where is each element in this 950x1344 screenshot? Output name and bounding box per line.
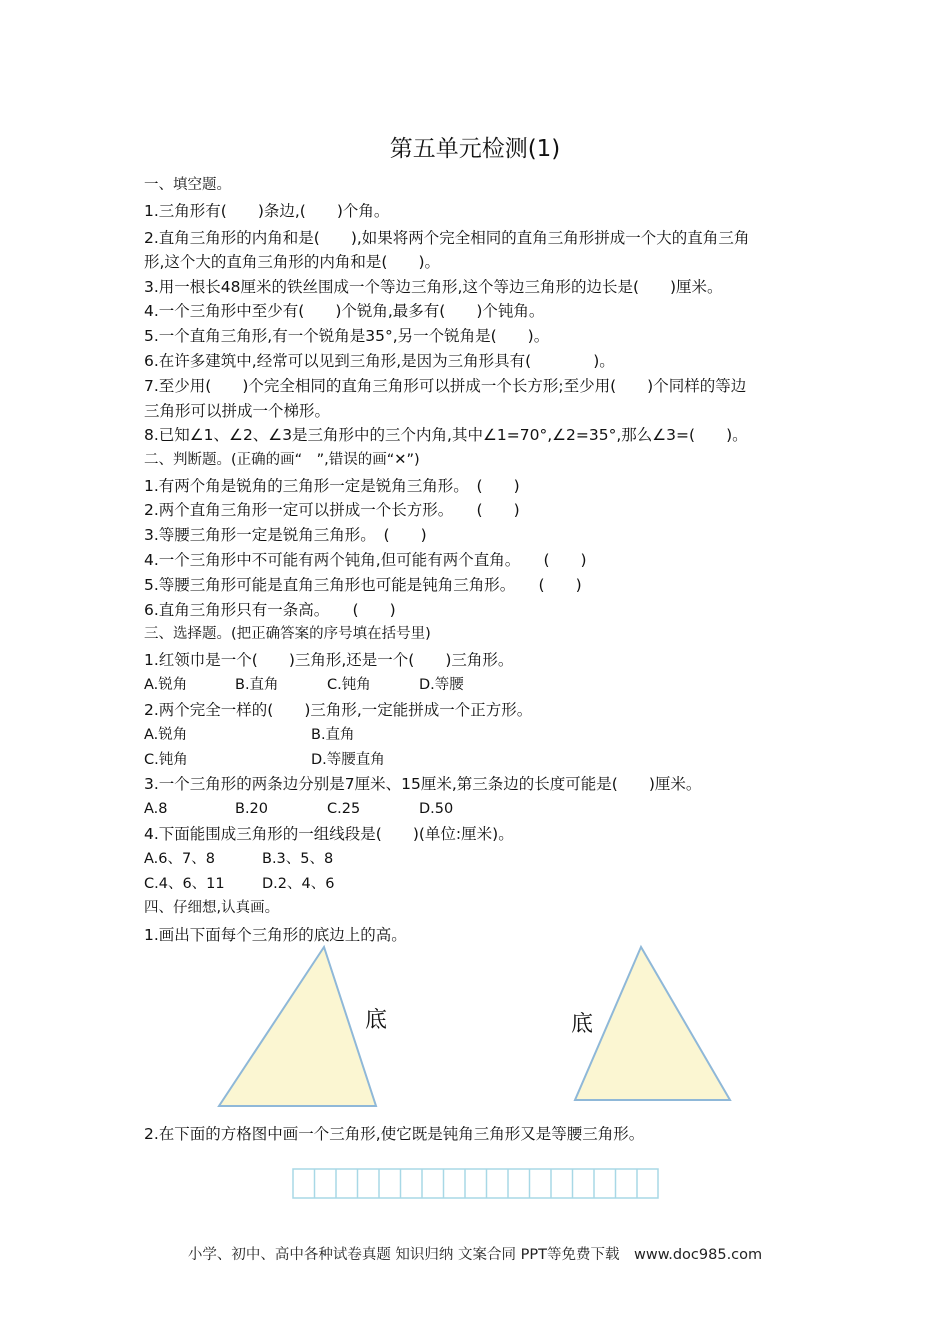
- page-footer: 小学、初中、高中各种试卷真题 知识归纳 文案合同 PPT等免费下载 www.doc985.com: [187, 1247, 763, 1263]
- choice-q4-option-c: C.4、6、11: [144, 876, 225, 892]
- judge-q3: 3.等腰三角形一定是锐角三角形。 ( ): [144, 526, 427, 544]
- draw-q2: 2.在下面的方格图中画一个三角形,使它既是钝角三角形又是等腰三角形。: [144, 1125, 645, 1143]
- page-title: 第五单元检测(1): [389, 136, 561, 162]
- fill-q2-line2: 形,这个大的直角三角形的内角和是( )。: [144, 253, 441, 271]
- judge-q5: 5.等腰三角形可能是直角三角形也可能是钝角三角形。 ( ): [144, 576, 582, 594]
- choice-q4-option-d: D.2、4、6: [262, 876, 335, 892]
- fill-q6: 6.在许多建筑中,经常可以见到三角形,是因为三角形具有( )。: [144, 352, 615, 370]
- fill-q8: 8.已知∠1、∠2、∠3是三角形中的三个内角,其中∠1=70°,∠2=35°,那么∠3=( )。: [144, 426, 748, 444]
- choice-q1-option-d: D.等腰: [419, 677, 464, 693]
- base-label-left: 底: [365, 1008, 388, 1033]
- judge-q4: 4.一个三角形中不可能有两个钝角,但可能有两个直角。 ( ): [144, 551, 587, 569]
- choice-q3-option-b: B.20: [235, 801, 269, 817]
- triangle-figures: [0, 940, 950, 1120]
- judge-q2: 2.两个直角三角形一定可以拼成一个长方形。 ( ): [144, 501, 520, 519]
- fill-q4: 4.一个三角形中至少有( )个锐角,最多有( )个钝角。: [144, 302, 545, 320]
- choice-q4-option-a: A.6、7、8: [144, 851, 215, 867]
- choice-q1-option-c: C.钝角: [327, 677, 371, 693]
- base-label-right: 底: [571, 1012, 594, 1037]
- choice-q2-option-c: C.钝角: [144, 752, 188, 768]
- choice-q2-option-d: D.等腰直角: [311, 752, 385, 768]
- fill-q7-line1: 7.至少用( )个完全相同的直角三角形可以拼成一个长方形;至少用( )个同样的等边: [144, 377, 747, 395]
- choice-q2: 2.两个完全一样的( )三角形,一定能拼成一个正方形。: [144, 701, 533, 719]
- choice-q3-option-c: C.25: [327, 801, 361, 817]
- fill-q7-line2: 三角形可以拼成一个梯形。: [144, 402, 331, 420]
- judge-q6: 6.直角三角形只有一条高。 ( ): [144, 601, 396, 619]
- square-grid[interactable]: [292, 1168, 660, 1204]
- choice-q3-option-d: D.50: [419, 801, 454, 817]
- triangle-right: [575, 947, 730, 1100]
- choice-q1: 1.红领巾是一个( )三角形,还是一个( )三角形。: [144, 651, 514, 669]
- section-choice-heading: 三、选择题。(把正确答案的序号填在括号里): [144, 626, 431, 642]
- choice-q4-option-b: B.3、5、8: [262, 851, 334, 867]
- choice-q1-option-b: B.直角: [235, 677, 279, 693]
- fill-q3: 3.用一根长48厘米的铁丝围成一个等边三角形,这个等边三角形的边长是( )厘米。: [144, 278, 723, 296]
- section-judge-heading: 二、判断题。(正确的画“ ”,错误的画“✕”): [144, 452, 420, 468]
- section-fill-heading: 一、填空题。: [144, 177, 231, 193]
- triangle-left: [219, 947, 376, 1106]
- fill-q5: 5.一个直角三角形,有一个锐角是35°,另一个锐角是( )。: [144, 327, 550, 345]
- draw-q1: 1.画出下面每个三角形的底边上的高。: [144, 926, 407, 944]
- choice-q2-option-a: A.锐角: [144, 727, 188, 743]
- judge-q1: 1.有两个角是锐角的三角形一定是锐角三角形。 ( ): [144, 477, 520, 495]
- choice-q4: 4.下面能围成三角形的一组线段是( )(单位:厘米)。: [144, 825, 514, 843]
- fill-q2-line1: 2.直角三角形的内角和是( ),如果将两个完全相同的直角三角形拼成一个大的直角三角: [144, 229, 750, 247]
- choice-q3-option-a: A.8: [144, 801, 168, 817]
- choice-q1-option-a: A.锐角: [144, 677, 188, 693]
- choice-q2-option-b: B.直角: [311, 727, 355, 743]
- section-draw-heading: 四、仔细想,认真画。: [144, 900, 280, 916]
- fill-q1: 1.三角形有( )条边,( )个角。: [144, 202, 390, 220]
- choice-q3: 3.一个三角形的两条边分别是7厘米、15厘米,第三条边的长度可能是( )厘米。: [144, 775, 702, 793]
